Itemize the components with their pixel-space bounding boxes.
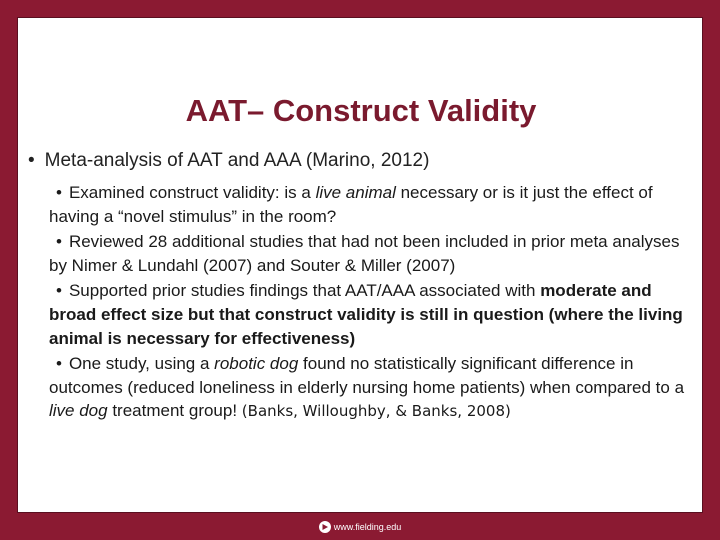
- sub-bullet-4-emphasis-1: robotic dog: [214, 354, 299, 374]
- sub-bullet-2-text: Reviewed 28 additional studies that had not been included in prior meta analyses by Nimer & Lundahl (2007) and Souter & Miller (2007): [49, 232, 680, 275]
- sub-bullet-3-text: Supported prior studies findings that AAT/AAA associated with: [68, 281, 541, 301]
- citation: (Banks, Willoughby, & Banks, 2008): [241, 402, 511, 421]
- sub-bullet-4-text-c: treatment group!: [107, 401, 242, 421]
- sub-bullet-list: [49, 181, 689, 426]
- sub-bullet-1-text-b: necessary or is it just the effect of having a “novel stimulus” in the room?: [49, 183, 653, 226]
- sub-bullet-4-emphasis-2: live dog: [49, 401, 108, 421]
- bullet-mark: •: [56, 281, 62, 301]
- footer: [0, 517, 720, 537]
- sub-bullet-4-text-a: One study, using a: [68, 354, 215, 374]
- sub-bullet-1-text-a: Examined construct validity: is a: [68, 183, 316, 202]
- sub-bullet-2: [49, 230, 689, 277]
- main-bullet: [28, 150, 698, 172]
- sub-bullet-1: [49, 181, 689, 228]
- slide-title: AAT– Construct Validity: [185, 93, 537, 128]
- sub-bullet-1-emphasis: live animal: [315, 183, 396, 202]
- sub-bullet-4: [49, 352, 689, 424]
- main-bullet-text: Meta-analysis of AAT and AAA (Marino, 2012): [44, 150, 430, 171]
- bullet-mark: •: [56, 354, 62, 374]
- sub-bullet-3: [49, 279, 689, 350]
- fielding-logo-icon: [319, 521, 331, 533]
- bullet-mark: •: [28, 150, 35, 171]
- bullet-mark: •: [56, 183, 62, 202]
- sub-bullet-3-bold-text: moderate and broad effect size but that construct validity is still in question (where the living animal is necessary for effectiveness): [49, 281, 683, 348]
- bullet-mark: •: [56, 232, 62, 252]
- sub-bullet-4-text-b: found no statistically significant difference in outcomes (reduced loneliness in elderly nursing home patients) when compared to a: [49, 354, 685, 397]
- footer-url[interactable]: www.fielding.edu: [333, 522, 402, 532]
- slide-content-card: [17, 17, 703, 513]
